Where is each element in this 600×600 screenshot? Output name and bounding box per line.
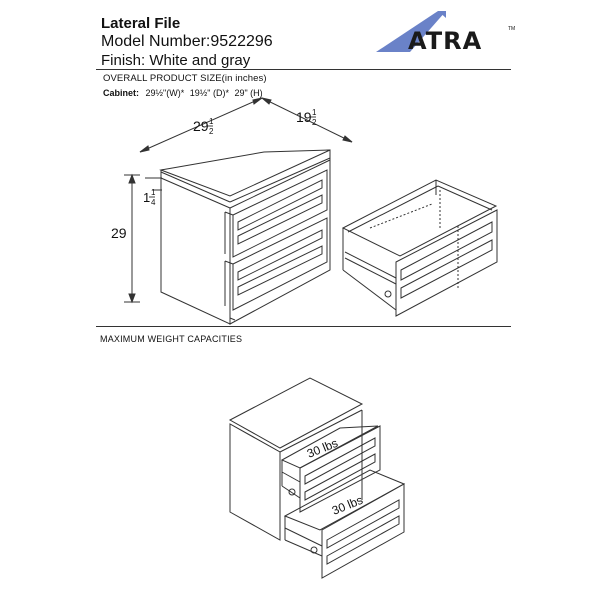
cabinet-closed-drawing	[161, 150, 330, 324]
dim-depth-num: 1	[312, 108, 317, 117]
model-number: Model Number:9522296	[101, 33, 273, 50]
dim-width-den: 2	[209, 127, 214, 136]
weight-top-drawer: 30 lbs	[304, 435, 340, 461]
max-weight-label: MAXIMUM WEIGHT CAPACITIES	[100, 334, 243, 344]
finish-text: Finish: White and gray	[101, 52, 251, 69]
cabinet-depth: 19½" (D)*	[189, 88, 229, 98]
dim-width-whole: 29	[193, 118, 209, 134]
trademark-mark: TM	[508, 26, 516, 32]
dim-top-den: 4	[151, 198, 156, 207]
cabinet-height: 29" (H)	[234, 88, 263, 98]
product-title: Lateral File	[101, 15, 181, 32]
drawer-detail-drawing	[343, 180, 497, 316]
dim-depth-den: 2	[312, 118, 317, 127]
dim-depth-whole: 19	[296, 109, 312, 125]
cabinet-open-drawing	[230, 378, 404, 578]
dim-top-num: 1	[151, 188, 156, 197]
cabinet-label: Cabinet:	[103, 88, 139, 98]
logo-text: ATRA	[408, 27, 483, 55]
dim-width-num: 1	[209, 117, 214, 126]
overall-size-label: OVERALL PRODUCT SIZE(in inches)	[103, 73, 267, 84]
weight-bottom-drawer: 30 lbs	[329, 492, 365, 518]
dim-height: 29	[111, 225, 127, 241]
dim-top-whole: 1	[143, 190, 151, 205]
cabinet-width: 29½"(W)*	[145, 88, 185, 98]
